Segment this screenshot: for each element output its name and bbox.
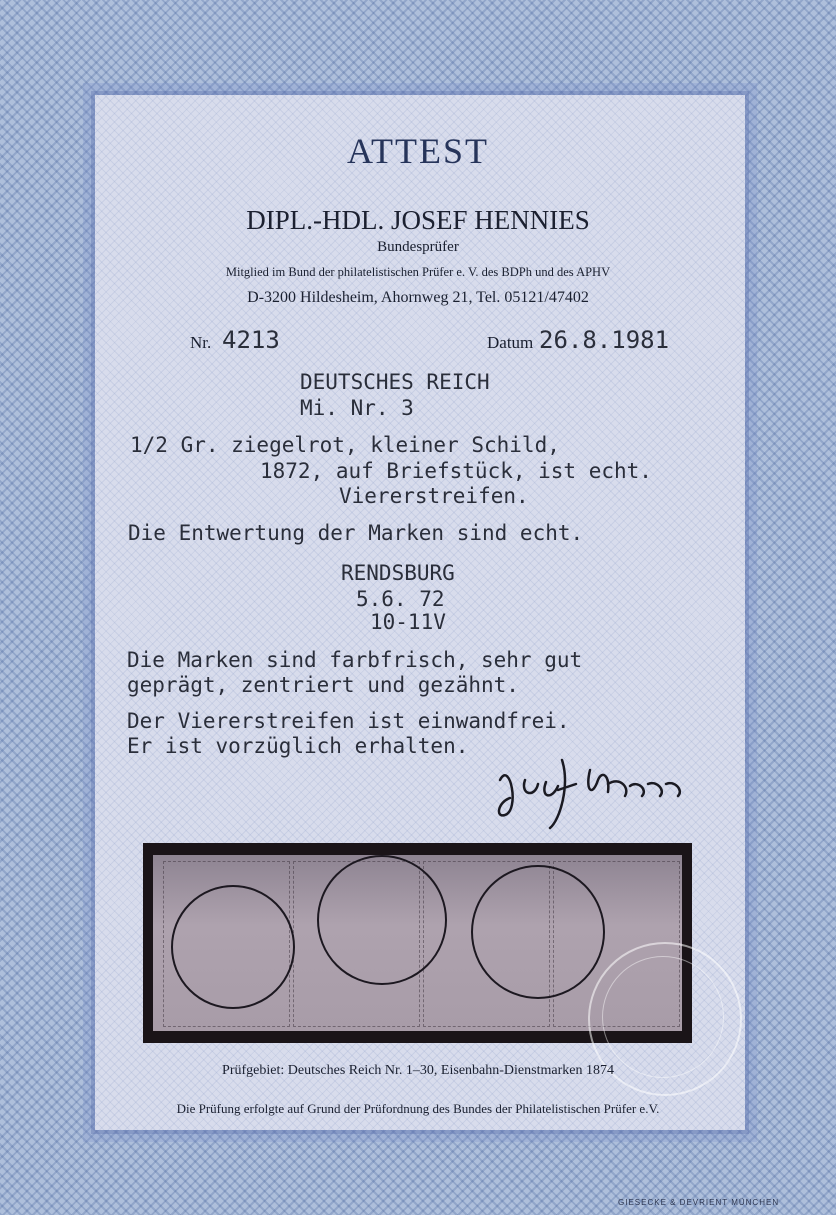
expert-role: Bundesprüfer (377, 239, 459, 255)
body-catalog-number: Mi. Nr. 3 (300, 396, 414, 420)
body-condition-1: Die Marken sind farbfrisch, sehr gut (127, 648, 583, 672)
certificate-date: 26.8.1981 (539, 326, 670, 354)
expert-handstamp-inner (602, 956, 724, 1078)
body-description-3: Viererstreifen. (339, 484, 529, 508)
body-country: DEUTSCHES REICH (300, 370, 490, 394)
footer-basis: Die Prüfung erfolgte auf Grund der Prüfordnung des Bundes der Philatelistischen Prüfer e.V. (176, 1101, 660, 1116)
body-verdict-1: Der Viererstreifen ist einwandfrei. (127, 709, 570, 733)
body-condition-2: geprägt, zentriert und gezähnt. (127, 673, 519, 697)
signature (480, 740, 700, 830)
expert-name: DIPL.-HDL. JOSEF HENNIES (246, 205, 590, 235)
number-label: Nr. (190, 333, 212, 352)
postmark-3 (471, 865, 605, 999)
date-label: Datum (487, 333, 534, 352)
body-cancel-time: 10-11V (370, 610, 446, 634)
body-town: RENDSBURG (341, 561, 455, 585)
address-line: D-3200 Hildesheim, Ahornweg 21, Tel. 05121/47402 (247, 289, 589, 306)
membership-line: Mitglied im Bund der philatelistischen Prüfer e. V. des BDPh und des APHV (225, 265, 611, 279)
body-description-1: 1/2 Gr. ziegelrot, kleiner Schild, (130, 433, 560, 457)
body-cancellation: Die Entwertung der Marken sind echt. (128, 521, 584, 545)
body-description-2: 1872, auf Briefstück, ist echt. (260, 459, 652, 483)
body-verdict-2: Er ist vorzüglich erhalten. (127, 734, 469, 758)
postmark-2 (317, 855, 447, 985)
postmark-1 (171, 885, 295, 1009)
footer-scope: Prüfgebiet: Deutsches Reich Nr. 1–30, Eisenbahn-Dienstmarken 1874 (222, 1063, 614, 1078)
certificate-title: ATTEST (347, 131, 489, 171)
certificate-number: 4213 (222, 326, 280, 354)
printer-imprint: GIESECKE & DEVRIENT MÜNCHEN (618, 1198, 780, 1207)
body-cancel-date: 5.6. 72 (356, 587, 445, 611)
